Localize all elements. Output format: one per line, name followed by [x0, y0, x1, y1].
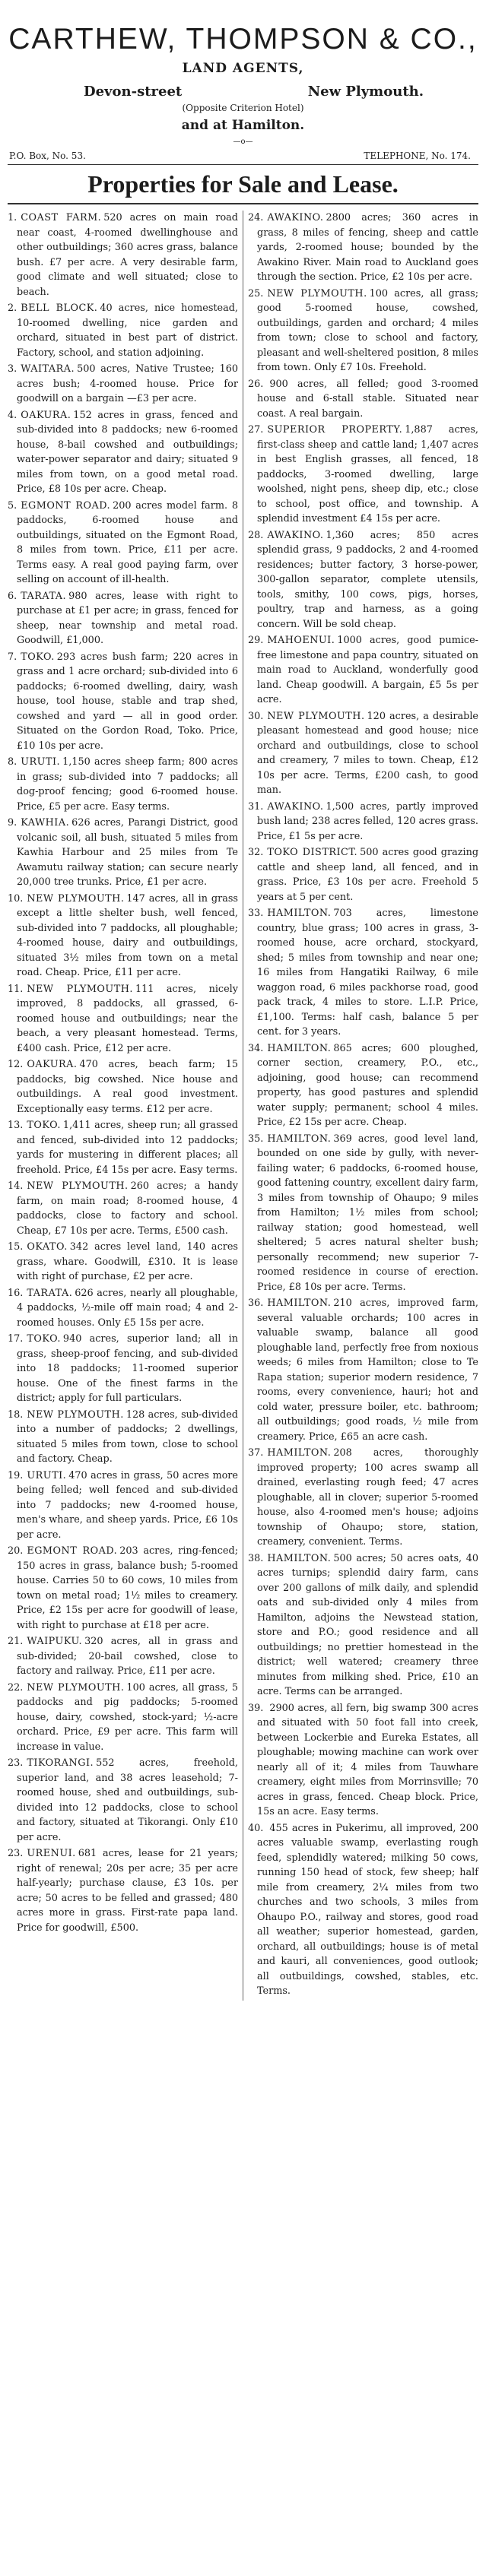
- listing-number: 23.: [8, 1757, 24, 1769]
- listing-heading: TOKO.: [27, 1120, 61, 1131]
- listings-right-column: [243, 211, 478, 2001]
- listing: [248, 1296, 478, 1444]
- listing: [248, 800, 478, 844]
- listing: [8, 301, 238, 360]
- listing-text: 681 acres, lease for 21 years; right of renewal; 20s per acre; 35 per acre half-yearly; purchase clause, £3 10s. per acre; 50 acres to be felled and grassed; 480 acres more in grass. First-rate papa land. Price for goodwill, £500.: [17, 1848, 238, 1934]
- listing-text: 940 acres, superior land; all in grass, sheep-proof fencing, and sub-divided into 18 paddocks; 11-roomed superior house. One of the finest farms in the district; apply for full particulars.: [17, 1333, 238, 1404]
- listing-number: 32.: [248, 847, 264, 858]
- listing: [248, 906, 478, 1040]
- listing-number: 25.: [248, 287, 264, 299]
- section-title: Properties for Sale and Lease.: [87, 170, 399, 198]
- listing-heading: URENUI.: [27, 1848, 76, 1859]
- town: New Plymouth.: [307, 84, 424, 100]
- listing-number: 30.: [248, 710, 264, 722]
- listing-heading: TOKO.: [27, 1333, 61, 1345]
- listing-text: 500 acres; 50 acres oats, 40 acres turnips; splendid dairy farm, cans over 200 gallons of milk daily, and splendid oats and sub-divided only 4 miles from Hamilton, adjoins the Newstead station, store and P.O.; good residence and all outbuildings; no prettier homestead in the district; well watered; creamery three minutes from milking shed. Price, £10 an acre. Terms can be arranged.: [257, 1552, 478, 1697]
- listing-heading: NEW PLYMOUTH.: [267, 287, 367, 299]
- listing-heading: NEW PLYMOUTH.: [27, 1180, 129, 1192]
- listing-text: 128 acres, sub-divided into a number of paddocks; 2 dwellings, situated 5 miles from town, close to school and factory. Cheap.: [17, 1408, 238, 1465]
- listing-text: 520 acres on main road near coast, 4-roomed dwellinghouse and other outbuildings; 360 acres grass, balance bush. £7 per acre. A very desirable farm, good climate and well situated; close to beach.: [17, 212, 238, 298]
- listing-number: 13.: [8, 1120, 24, 1131]
- listing-text: 293 acres bush farm; 220 acres in grass and 1 acre orchard; sub-divided into 6 paddocks; 6-roomed dwelling, dairy, wash house, tool house, stable and trap shed, cowshed and yard — all in good order. Situated on the Gordon Road, Toko. Price, £10 10s per acre.: [17, 651, 238, 752]
- listing-heading: HAMILTON.: [267, 1298, 332, 1309]
- listing-number: 11.: [8, 983, 24, 995]
- listing: [8, 1332, 238, 1406]
- listing-text: 470 acres, beach farm; 15 paddocks, big cowshed. Nice house and outbuildings. A real good investment. Exceptionally easy terms. £12 per acre.: [17, 1059, 238, 1115]
- po-box: P.O. Box, No. 53.: [9, 151, 86, 161]
- listing-number: 34.: [248, 1042, 264, 1054]
- firm-subtitle: LAND AGENTS,: [182, 61, 304, 76]
- listing-heading: COAST FARM.: [21, 212, 102, 223]
- branch-line: and at Hamilton.: [181, 118, 305, 133]
- listing-text: 552 acres, freehold, superior land, and 38 acres leasehold; 7-roomed house, shed and outbuildings, sub-divided into 12 paddocks, close to school and factory, situated at Tikorangi. Only £10 per acre.: [17, 1757, 238, 1843]
- listing: [8, 1179, 238, 1238]
- firm-name: CARTHEW, THOMPSON & CO.,: [8, 23, 478, 55]
- listing-number: 3.: [8, 363, 17, 375]
- listing-text: 470 acres in grass, 50 acres more being felled; well fenced and sub-divided into 7 paddocks; new 4-roomed house, men's whare, and sheep yards. Price, £6 10s per acre.: [17, 1469, 238, 1541]
- listing-heading: SUPERIOR PROPERTY.: [267, 424, 403, 436]
- listing: [8, 1057, 238, 1117]
- listing-number: 20.: [8, 1545, 24, 1557]
- listing-heading: MAHOENUI.: [267, 635, 335, 646]
- listing: [248, 528, 478, 632]
- listing-number: 36.: [248, 1298, 264, 1309]
- listing-heading: NEW PLYMOUTH.: [27, 892, 125, 905]
- listing: [8, 816, 238, 890]
- listing-heading: HAMILTON.: [267, 908, 332, 919]
- listing: [248, 1821, 478, 1999]
- listing: [248, 287, 478, 375]
- listing-text: 2900 acres, all fern, big swamp 300 acres and situated with 50 foot fall into creek, between Lockerbie and Eureka Estates, all ploughable; mowing machine can work over nearly all of it; 4 miles from Tauwhare creamery, eight miles from Morrinsville; 70 acres in grass, fenced. Cheap block. Price, 15s an acre. Easy terms.: [257, 1702, 478, 1817]
- listing-heading: AWAKINO.: [267, 800, 324, 813]
- listing-number: 9.: [8, 817, 17, 829]
- listing-text: 1,150 acres sheep farm; 800 acres in grass; sub-divided into 7 paddocks; all dog-proof fencing; good 6-roomed house. Price, £5 per acre. Easy terms.: [17, 756, 238, 813]
- listing-number: 16.: [8, 1287, 24, 1299]
- listing: [248, 211, 478, 285]
- listing-heading: NEW PLYMOUTH.: [27, 1681, 125, 1694]
- listing-number: 28.: [248, 529, 264, 541]
- divider: [8, 164, 478, 165]
- listing: [8, 1469, 238, 1543]
- listing-text: 865 acres; 600 ploughed, corner section, creamery, P.O., etc., adjoining, good house; can recommend property, has good pastures and splendid water supply; permanent; school 4 miles. Price, £2 15s per acre. Cheap.: [257, 1042, 478, 1128]
- listing: [8, 982, 238, 1057]
- listing: [248, 1551, 478, 1700]
- listing: [8, 499, 238, 588]
- listing: [248, 1446, 478, 1550]
- listing-heading: BELL BLOCK.: [21, 303, 98, 314]
- listing-text: 100 acres, all grass, 5 paddocks and pig paddocks; 5-roomed house, dairy, cowshed, stock-yard; ½-acre orchard. Price, £9 per acre. This farm will increase in value.: [17, 1681, 238, 1753]
- listing-text: 210 acres, improved farm, several valuable orchards; 100 acres in valuable swamp, balance all good ploughable land, perfectly free from noxious weeds; 6 miles from Hamilton; close to Te Rapa station; superior modern residence, 7 rooms, every convenience, hauri; hot and cold water, pressure boiler, etc. bathroom; all outbuildings; good roads, ½ mile from creamery. Price, £65 an acre cash.: [257, 1298, 478, 1443]
- listing-number: 33.: [248, 908, 264, 919]
- listing-heading: TOKO DISTRICT.: [267, 847, 358, 858]
- listing-heading: EGMONT ROAD.: [21, 499, 111, 512]
- listing-heading: URUTI.: [21, 756, 61, 768]
- listing-text: 320 acres, all in grass and sub-divided; 20-bail cowshed, close to factory and railway. Price, £11 per acre.: [17, 1636, 238, 1677]
- listing-heading: TARATA.: [21, 590, 67, 602]
- listing-heading: TOKO.: [21, 651, 55, 663]
- listing: [248, 709, 478, 798]
- listing-text: 100 acres, all grass; good 5-roomed house, cowshed, outbuildings, garden and orchard; 4 miles from town; close to school and factory, pleasant and well-sheltered position, 8 miles from town. Only £7 10s. Freehold.: [257, 287, 479, 373]
- listing: [248, 423, 478, 527]
- address-line: [8, 76, 478, 100]
- listing-number: 19.: [8, 1469, 24, 1481]
- listing-number: 15.: [8, 1241, 24, 1253]
- listing-text: 500 acres good grazing cattle and sheep land, all fenced, and in grass. Price, £3 10s per acre. Freehold 5 years at 5 per cent.: [257, 847, 479, 903]
- listing-text: 1,411 acres, sheep run; all grassed and fenced, sub-divided into 12 paddocks; yards for mustering in different places; all freehold. Price, £4 15s per acre. Easy terms.: [17, 1120, 238, 1176]
- listing-number: 14.: [8, 1180, 24, 1192]
- listing-heading: HAMILTON.: [267, 1552, 332, 1564]
- listing: [8, 1240, 238, 1285]
- listing-text: 626 acres, nearly all ploughable, 4 paddocks, ½-mile off main road; 4 and 2-roomed houses. Only £5 15s per acre.: [17, 1287, 238, 1329]
- listing-number: 26.: [248, 378, 264, 390]
- listing-number: 29.: [248, 635, 264, 646]
- listing-heading: NEW PLYMOUTH.: [27, 983, 133, 995]
- listing-heading: URUTI.: [27, 1469, 67, 1481]
- listing-number: 12.: [8, 1059, 24, 1070]
- listing: [248, 845, 478, 905]
- listing-text: 369 acres, good level land, bounded on one side by gully, with never-failing water; 6 paddocks, 6-roomed house, good fattening country, excellent dairy farm, 3 miles from township of Ohaupo; 9 miles from Hamilton; 1½ miles from school; railway station; good homestead, well sheltered; 5 acres natural shelter bush; personally recommend; new superior 7-roomed residence in course of erection. Price, £8 10s per acre. Terms.: [257, 1133, 478, 1293]
- listing-heading: WAITARA.: [21, 363, 75, 375]
- listing-number: 23.: [8, 1848, 24, 1859]
- listing-text: 900 acres, all felled; good 3-roomed house and 6-stall stable. Situated near coast. A real bargain.: [257, 378, 478, 420]
- listing-number: 38.: [248, 1552, 264, 1564]
- listing-text: 1,887 acres, first-class sheep and cattle land; 1,407 acres in best English grasses, all fenced, 18 paddocks, 3-roomed dwelling, large woolshed, night pens, sheep dip, etc.; close to school, post office, and township. A splendid investment £4 15s per acre.: [257, 424, 479, 524]
- listing-text: 120 acres, a desirable pleasant homestead and good house; nice orchard and outbuildings, close to school and creamery, 7 miles to town. Cheap, £12 10s per acre. Terms, £200 cash, to good man.: [257, 710, 478, 796]
- listing: [248, 1132, 478, 1295]
- listing-text: 1000 acres, good pumice-free limestone and papa country, situated on main road to Auckland, wonderfully good land. Cheap goodwill. A bargain, £5 5s per acre.: [257, 635, 478, 705]
- listing-number: 31.: [248, 800, 264, 813]
- listing-number: 17.: [8, 1333, 24, 1345]
- listing: [248, 1041, 478, 1130]
- listing: [248, 633, 478, 708]
- listing: [8, 1286, 238, 1331]
- listing: [8, 1408, 238, 1467]
- listing-number: 2.: [8, 303, 17, 314]
- listing-text: 342 acres level land, 140 acres grass, whare. Goodwill, £310. It is lease with right of purchase, £2 per acre.: [17, 1241, 238, 1282]
- listing: [8, 892, 238, 981]
- listing-heading: AWAKINO.: [267, 529, 324, 541]
- listing-text: 152 acres in grass, fenced and sub-divided into 8 paddocks; new 6-roomed house, 8-bail cowshed and outbuildings; water-power separator and dairy; situated 9 miles from town, on a good metal road. Price, £8 10s per acre. Cheap.: [17, 409, 238, 495]
- street: Devon-street: [84, 84, 183, 100]
- listing: [8, 1544, 238, 1633]
- listing-number: 24.: [248, 212, 264, 223]
- listing-heading: OAKURA.: [27, 1059, 78, 1070]
- listing: [8, 589, 238, 648]
- listing-text: 1,360 acres; 850 acres splendid grass, 9 paddocks, 2 and 4-roomed residences; butter factory, 3 horse-power, 300-gallon separator, complete utensils, tools, smithy, 100 cows, pigs, horses, poultry, trap and harness, as a going concern. Will be sold cheap.: [257, 529, 478, 630]
- listing-number: 5.: [8, 499, 17, 512]
- listing-heading: EGMONT ROAD.: [27, 1545, 118, 1557]
- listing-text: 147 acres, all in grass except a little shelter bush, well fenced, sub-divided into 7 paddocks, all ploughable; 4-roomed house, dairy and outbuildings, situated 3½ miles from town on a metal road. Cheap. Price, £11 per acre.: [17, 892, 238, 978]
- listing: [248, 1701, 478, 1820]
- listing-heading: NEW PLYMOUTH.: [267, 710, 365, 722]
- listing-text: 1,500 acres, partly improved bush land; 238 acres felled, 120 acres grass. Price, £1 5s per acre.: [257, 800, 478, 842]
- listing-number: 18.: [8, 1408, 24, 1421]
- telephone: TELEPHONE, No. 174.: [364, 151, 471, 161]
- listing-heading: NEW PLYMOUTH.: [27, 1408, 124, 1421]
- listing: [8, 650, 238, 754]
- listing-text: 500 acres, Native Trustee; 160 acres bush; 4-roomed house. Price for goodwill on a bargain —£3 per acre.: [17, 363, 238, 404]
- listing-number: 21.: [8, 1636, 24, 1647]
- listing-heading: KAWHIA.: [21, 817, 70, 829]
- listing: [248, 377, 478, 422]
- listing-number: 1.: [8, 212, 17, 223]
- ornament: —o—: [233, 138, 253, 146]
- listing-text: 703 acres, limestone country, blue grass; 100 acres in grass, 3-roomed house, acre orchard, stockyard, shed; 5 miles from township and near one; 16 miles from Hangatiki Railway, 6 mile waggon road, 6 miles packhorse road, good pack track, 4 miles to store. L.I.P. Price, £1,100. Terms: half cash, balance 5 per cent. for 3 years.: [257, 908, 478, 1038]
- listing: [8, 362, 238, 407]
- listing-number: 6.: [8, 590, 17, 602]
- listing-heading: OKATO.: [27, 1241, 68, 1253]
- listing: [8, 755, 238, 814]
- listing-number: 40.: [248, 1822, 264, 1834]
- listing-number: 8.: [8, 756, 17, 768]
- listing-heading: TIKORANGI.: [27, 1757, 94, 1769]
- listing-heading: HAMILTON.: [267, 1133, 332, 1145]
- listing-heading: HAMILTON.: [267, 1042, 332, 1054]
- listing: [8, 1846, 238, 1935]
- listing-number: 35.: [248, 1133, 264, 1145]
- listing: [8, 1634, 238, 1679]
- listing-text: 208 acres, thoroughly improved property; 100 acres swamp all drained, everlasting rough feed; 47 acres ploughable, all in clover; superior 5-roomed house, also 4-roomed men's house; adjoins township of Ohaupo; store, station, creamery, convenient. Terms.: [257, 1447, 478, 1548]
- listing-number: 7.: [8, 651, 17, 663]
- listings-left-column: [8, 211, 243, 2001]
- listing-number: 22.: [8, 1681, 24, 1694]
- divider: [8, 203, 478, 204]
- contact-line: [8, 151, 478, 161]
- listing-text: 260 acres; a handy farm, on main road; 8-roomed house, 4 paddocks, close to factory and school. Cheap, £7 10s per acre. Terms, £500 cash.: [17, 1180, 238, 1237]
- listing: [8, 1681, 238, 1755]
- listing: [8, 1756, 238, 1845]
- listing-text: 40 acres, nice homestead, 10-roomed dwelling, nice garden and orchard, situated in best part of district. Factory, school, and station adjoining.: [17, 303, 239, 359]
- listing-number: 39.: [248, 1702, 264, 1714]
- listing-text: 2800 acres; 360 acres in grass, 8 miles of fencing, sheep and cattle yards, 2-roomed house; bounded by the Awakino River. Main road to Auckland goes through the section. Price, £2 10s per acre.: [257, 212, 478, 283]
- listing-text: 111 acres, nicely improved, 8 paddocks, all grassed, 6-roomed house and outbuildings; near the beach, a very pleasant homestead. Terms, £400 cash. Price, £12 per acre.: [17, 983, 238, 1054]
- listings-columns: [8, 211, 478, 2001]
- listing-number: 10.: [8, 892, 24, 905]
- listing-text: 626 acres, Parangi District, good volcanic soil, all bush, situated 5 miles from Kawhia Harbour and 25 miles from Te Awamutu railway station; can secure nearly 20,000 tree trunks. Price, £1 per acre.: [17, 817, 238, 888]
- listing-heading: HAMILTON.: [267, 1447, 332, 1459]
- listing-heading: AWAKINO.: [267, 212, 324, 223]
- listing-heading: TARATA.: [27, 1287, 73, 1299]
- listing-text: 203 acres, ring-fenced; 150 acres in grass, balance bush; 5-roomed house. Carries 50 to 60 cows, 10 miles from town on metal road; 1½ miles to creamery. Price, £2 15s per acre for goodwill of lease, with right to purchase at £18 per acre.: [17, 1545, 239, 1631]
- listing-text: 200 acres model farm. 8 paddocks, 6-roomed house and outbuildings, situated on the Egmont Road, 8 miles from town. Price, £11 per acre. Terms easy. A real good paying farm, over selling on account of ill-health.: [17, 499, 238, 585]
- listing-heading: OAKURA.: [21, 409, 71, 421]
- listing: [8, 1118, 238, 1177]
- listing-number: 37.: [248, 1447, 264, 1459]
- opposite-note: (Opposite Criterion Hotel): [182, 103, 304, 113]
- listing: [8, 211, 238, 299]
- listing-number: 27.: [248, 424, 264, 436]
- listing-text: 455 acres in Pukerimu, all improved, 200 acres valuable swamp, everlasting rough feed, splendidly watered; milking 50 cows, running 150 head of stock, few sheep; half mile from creamery, 2¼ miles from two churches and two schools, 3 miles from Ohaupo P.O., railway and stores, good road all weather; superior homestead, garden, orchard, all outbuildings; house is of metal and kauri, all conveniences, good outlook; all outbuildings, cowshed, stables, etc. Terms.: [257, 1822, 478, 1997]
- listing-heading: WAIPUKU.: [27, 1636, 83, 1647]
- listing-text: 980 acres, lease with right to purchase at £1 per acre; in grass, fenced for sheep, near township and metal road. Goodwill, £1,000.: [17, 590, 238, 646]
- listing: [8, 408, 238, 497]
- listing-number: 4.: [8, 409, 17, 421]
